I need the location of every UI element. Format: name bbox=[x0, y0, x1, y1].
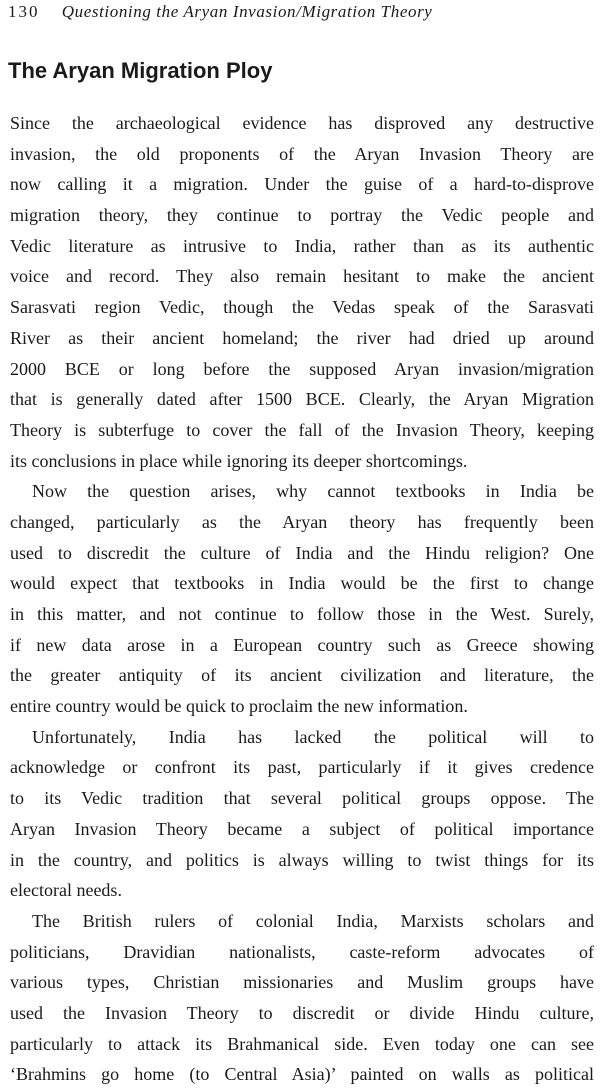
text-line: The British rulers of colonial India, Marxists scholars and bbox=[32, 910, 594, 931]
page-number: 130 bbox=[8, 2, 40, 21]
text-line: used to discredit the culture of India and the Hindu religion? One bbox=[10, 542, 594, 563]
text-line: in the country, and politics is always willing to twist things for its bbox=[10, 849, 594, 870]
text-line: various types, Christian missionaries and Muslim groups have bbox=[10, 972, 594, 993]
running-head bbox=[8, 0, 592, 24]
text-line: 2000 BCE or long before the supposed Aryan invasion/migration bbox=[10, 358, 594, 379]
text-line: electoral needs. bbox=[10, 880, 122, 901]
section-heading: The Aryan Migration Ploy bbox=[8, 58, 273, 83]
text-line: its conclusions in place while ignoring its deeper shortcomings. bbox=[10, 450, 468, 471]
text-line: Theory is subterfuge to cover the fall of the Invasion Theory, keeping bbox=[10, 419, 594, 440]
text-line: now calling it a migration. Under the guise of a hard-to-disprove bbox=[10, 174, 594, 195]
running-title: Questioning the Aryan Invasion/Migration Theory bbox=[61, 2, 433, 21]
text-line: ‘Brahmins go home (to Central Asia)’ painted on walls as political bbox=[10, 1064, 594, 1085]
text-line: politicians, Dravidian nationalists, caste-reform advocates of bbox=[10, 941, 594, 962]
text-line: invasion, the old proponents of the Aryan Invasion Theory are bbox=[10, 143, 594, 164]
text-line: Vedic literature as intrusive to India, rather than as its authentic bbox=[10, 235, 594, 256]
text-line: Unfortunately, India has lacked the political will to bbox=[32, 726, 594, 747]
text-line: voice and record. They also remain hesitant to make the ancient bbox=[10, 266, 594, 287]
text-line: particularly to attack its Brahmanical side. Even today one can see bbox=[10, 1033, 594, 1054]
text-line: used the Invasion Theory to discredit or divide Hindu culture, bbox=[10, 1002, 594, 1023]
text-line: if new data arose in a European country such as Greece showing bbox=[10, 634, 594, 655]
text-line: entire country would be quick to proclaim the new information. bbox=[10, 696, 468, 717]
text-line: Since the archaeological evidence has disproved any destructive bbox=[10, 113, 594, 133]
text-line: Now the question arises, why cannot textbooks in India be bbox=[32, 481, 594, 502]
text-line: acknowledge or confront its past, particularly if it gives credence bbox=[10, 757, 594, 778]
body-text bbox=[10, 108, 594, 1090]
text-line: Sarasvati region Vedic, though the Vedas speak of the Sarasvati bbox=[10, 297, 594, 318]
text-line: that is generally dated after 1500 BCE. Clearly, the Aryan Migration bbox=[10, 389, 594, 410]
text-line: would expect that textbooks in India would be the first to change bbox=[10, 573, 594, 594]
text-line: migration theory, they continue to portray the Vedic people and bbox=[10, 205, 594, 226]
text-line: the greater antiquity of its ancient civilization and literature, the bbox=[10, 665, 594, 686]
text-line: Aryan Invasion Theory became a subject of political importance bbox=[10, 818, 594, 839]
text-line: changed, particularly as the Aryan theory has frequently been bbox=[10, 511, 594, 532]
text-line: River as their ancient homeland; the river had dried up around bbox=[10, 327, 594, 348]
text-line: in this matter, and not continue to follow those in the West. Surely, bbox=[10, 604, 594, 624]
text-line: to its Vedic tradition that several political groups oppose. The bbox=[10, 788, 594, 809]
